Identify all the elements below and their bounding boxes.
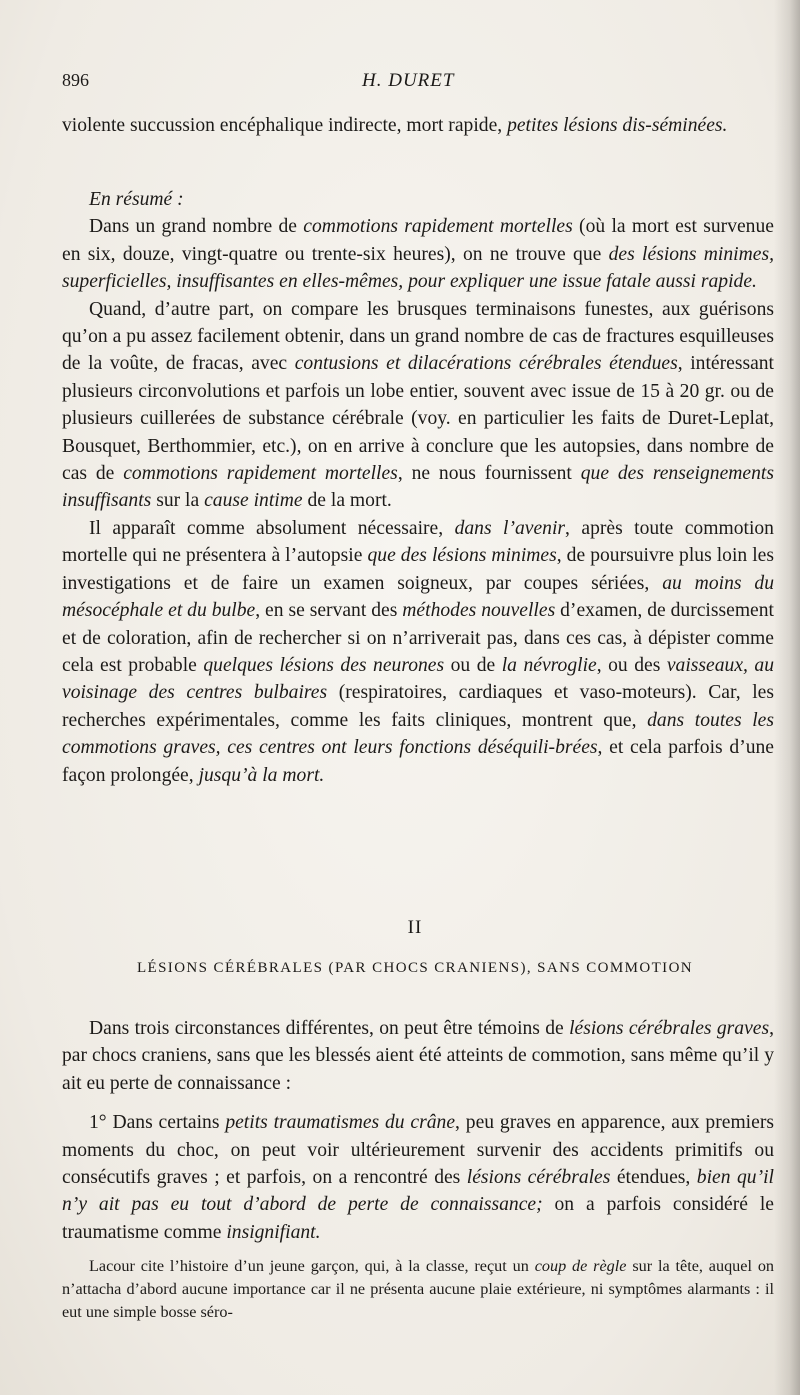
resume-section	[62, 186, 774, 789]
text-segment: étendues,	[610, 1167, 697, 1189]
text-segment-italic: contusions et dilacérations cérébrales étendues	[294, 353, 678, 375]
footnote-paragraph	[62, 1255, 774, 1324]
section-number: II	[407, 917, 423, 938]
text-segment-italic: coup de règle	[534, 1257, 627, 1275]
text-segment-italic: commotions rapidement mortelles	[123, 463, 398, 485]
text-segment: de la mort.	[302, 490, 392, 512]
paragraph	[62, 1109, 774, 1246]
text-segment: , après toute commotion mortelle qui ne présentera à l’autopsie	[62, 517, 774, 567]
text-segment-italic: insignifiant.	[226, 1221, 321, 1243]
text-segment: , ou des	[596, 654, 667, 676]
text-segment-italic: la névroglie	[501, 654, 597, 676]
text-segment: d’examen, de durcissement et de coloration, afin de rechercher si on n’arriverait pas, dans ces cas, à dépister comme cela est probable	[62, 600, 774, 676]
text-segment: violente succussion encéphalique indirecte, mort rapide,	[62, 115, 508, 136]
text-segment-italic: méthodes nouvelles	[402, 600, 556, 622]
text-segment: , et cela parfois d’une façon prolongée,	[62, 737, 775, 786]
text-segment: Dans trois circonstances différentes, on peut être témoins de	[89, 1018, 570, 1039]
text-segment: , peu graves en apparence, aux premiers moments du choc, on peut voir ultérieurement survenir des accidents primitifs ou consécutifs graves ; et parfois, on a rencontré des	[62, 1112, 774, 1189]
text-segment-italic: lésions cérébrales	[466, 1167, 611, 1189]
paragraph	[62, 1015, 774, 1097]
paragraph	[62, 112, 774, 139]
text-segment: sur la tête, auquel on n’attacha d’abord aucune importance car il ne présenta aucune plaie extérieure, ni symptômes alarmants : il eut une simple bosse séro-	[62, 1257, 775, 1321]
text-segment-italic: cause intime	[204, 490, 303, 512]
page-header	[62, 70, 762, 96]
text-segment: , ne nous fournissent	[397, 463, 581, 485]
text-segment-italic: petites lésions dis-séminées.	[507, 115, 728, 136]
text-segment-italic: vaisseaux, au voisinage des centres bulbaires	[62, 654, 775, 704]
text-segment: , intéressant plusieurs circonvolutions et parfois un lobe entier, souvent avec issue de 15 à 20 gr. ou de plusieurs cuillerées de substance cérébrale (voy. en particulier les faits de Duret-Leplat, Bousquet, Berthommier, etc.), on en arrive à conclure que les autopsies, dans nombre de cas de	[62, 353, 775, 485]
text-segment-italic: lésions cérébrales graves	[569, 1018, 770, 1039]
text-segment-italic: des lésions minimes, superficielles, insuffisantes en elles-mêmes, pour expliquer une issue fatale aussi rapide.	[62, 243, 774, 293]
text-segment-italic: petits traumatismes du crâne	[225, 1112, 456, 1134]
text-segment-italic: que des lésions minimes	[367, 545, 557, 567]
page-number: 896	[62, 70, 89, 90]
text-segment-italic: jusqu’à la mort.	[198, 764, 325, 786]
text-segment: sur la	[151, 490, 205, 512]
text-segment: (où la mort est survenue en six, douze, vingt-quatre ou trente-six heures), on ne trouve que	[62, 216, 774, 265]
paragraph	[62, 296, 774, 515]
resume-label: En résumé :	[89, 189, 184, 210]
text-segment: 1° Dans certains	[89, 1112, 226, 1134]
text-segment-italic: dans toutes les commotions graves, ces centres ont leurs fonctions déséquili-brées	[62, 709, 774, 759]
section-body	[62, 1015, 774, 1246]
text-segment: , par chocs craniens, sans que les blessés aient été atteints de commotion, sans même qu’il y ait eu perte de connaissance :	[62, 1018, 774, 1094]
text-segment: Lacour cite l’histoire d’un jeune garçon, qui, à la classe, reçut un	[89, 1257, 535, 1275]
section-title: LÉSIONS CÉRÉBRALES (PAR CHOCS CRANIENS), SANS COMMOTION	[136, 960, 694, 976]
text-segment-italic: dans l’avenir	[454, 517, 566, 539]
text-segment: (respiratoires, cardiaques et vaso-moteurs). Car, les recherches expérimentales, comme les faits cliniques, montrent que,	[62, 682, 774, 731]
opening-paragraph	[62, 112, 774, 139]
paragraph	[62, 213, 774, 295]
text-segment: Dans un grand nombre de	[89, 216, 304, 238]
text-segment-italic: commotions rapidement mortelles	[303, 216, 573, 238]
text-segment: Quand, d’autre part, on compare les brusques terminaisons funestes, aux guérisons qu’on a pu assez facilement obtenir, dans un grand nombre de cas de fractures esquilleuses de la voûte, de fracas, avec	[62, 298, 774, 375]
text-segment: on a parfois considéré le traumatisme comme	[62, 1194, 774, 1243]
text-segment: ou de	[444, 654, 502, 676]
text-segment: , en se servant des	[255, 600, 403, 622]
text-segment: Il apparaît comme absolument nécessaire,	[89, 517, 455, 539]
running-head: H. DURET	[362, 70, 455, 91]
text-segment-italic: bien qu’il n’y ait pas eu tout d’abord de perte de connaissance;	[62, 1167, 774, 1216]
text-segment-italic: quelques lésions des neurones	[203, 654, 445, 676]
page-edge-shadow	[774, 0, 800, 1395]
text-segment-italic: au moins du mésocéphale et du bulbe	[62, 572, 774, 622]
text-segment: , de poursuivre plus loin les investigations et de faire un examen soigneux, par coupes sériées,	[62, 545, 775, 594]
text-segment-italic: que des renseignements insuffisants	[62, 463, 774, 512]
paragraph	[62, 515, 774, 789]
